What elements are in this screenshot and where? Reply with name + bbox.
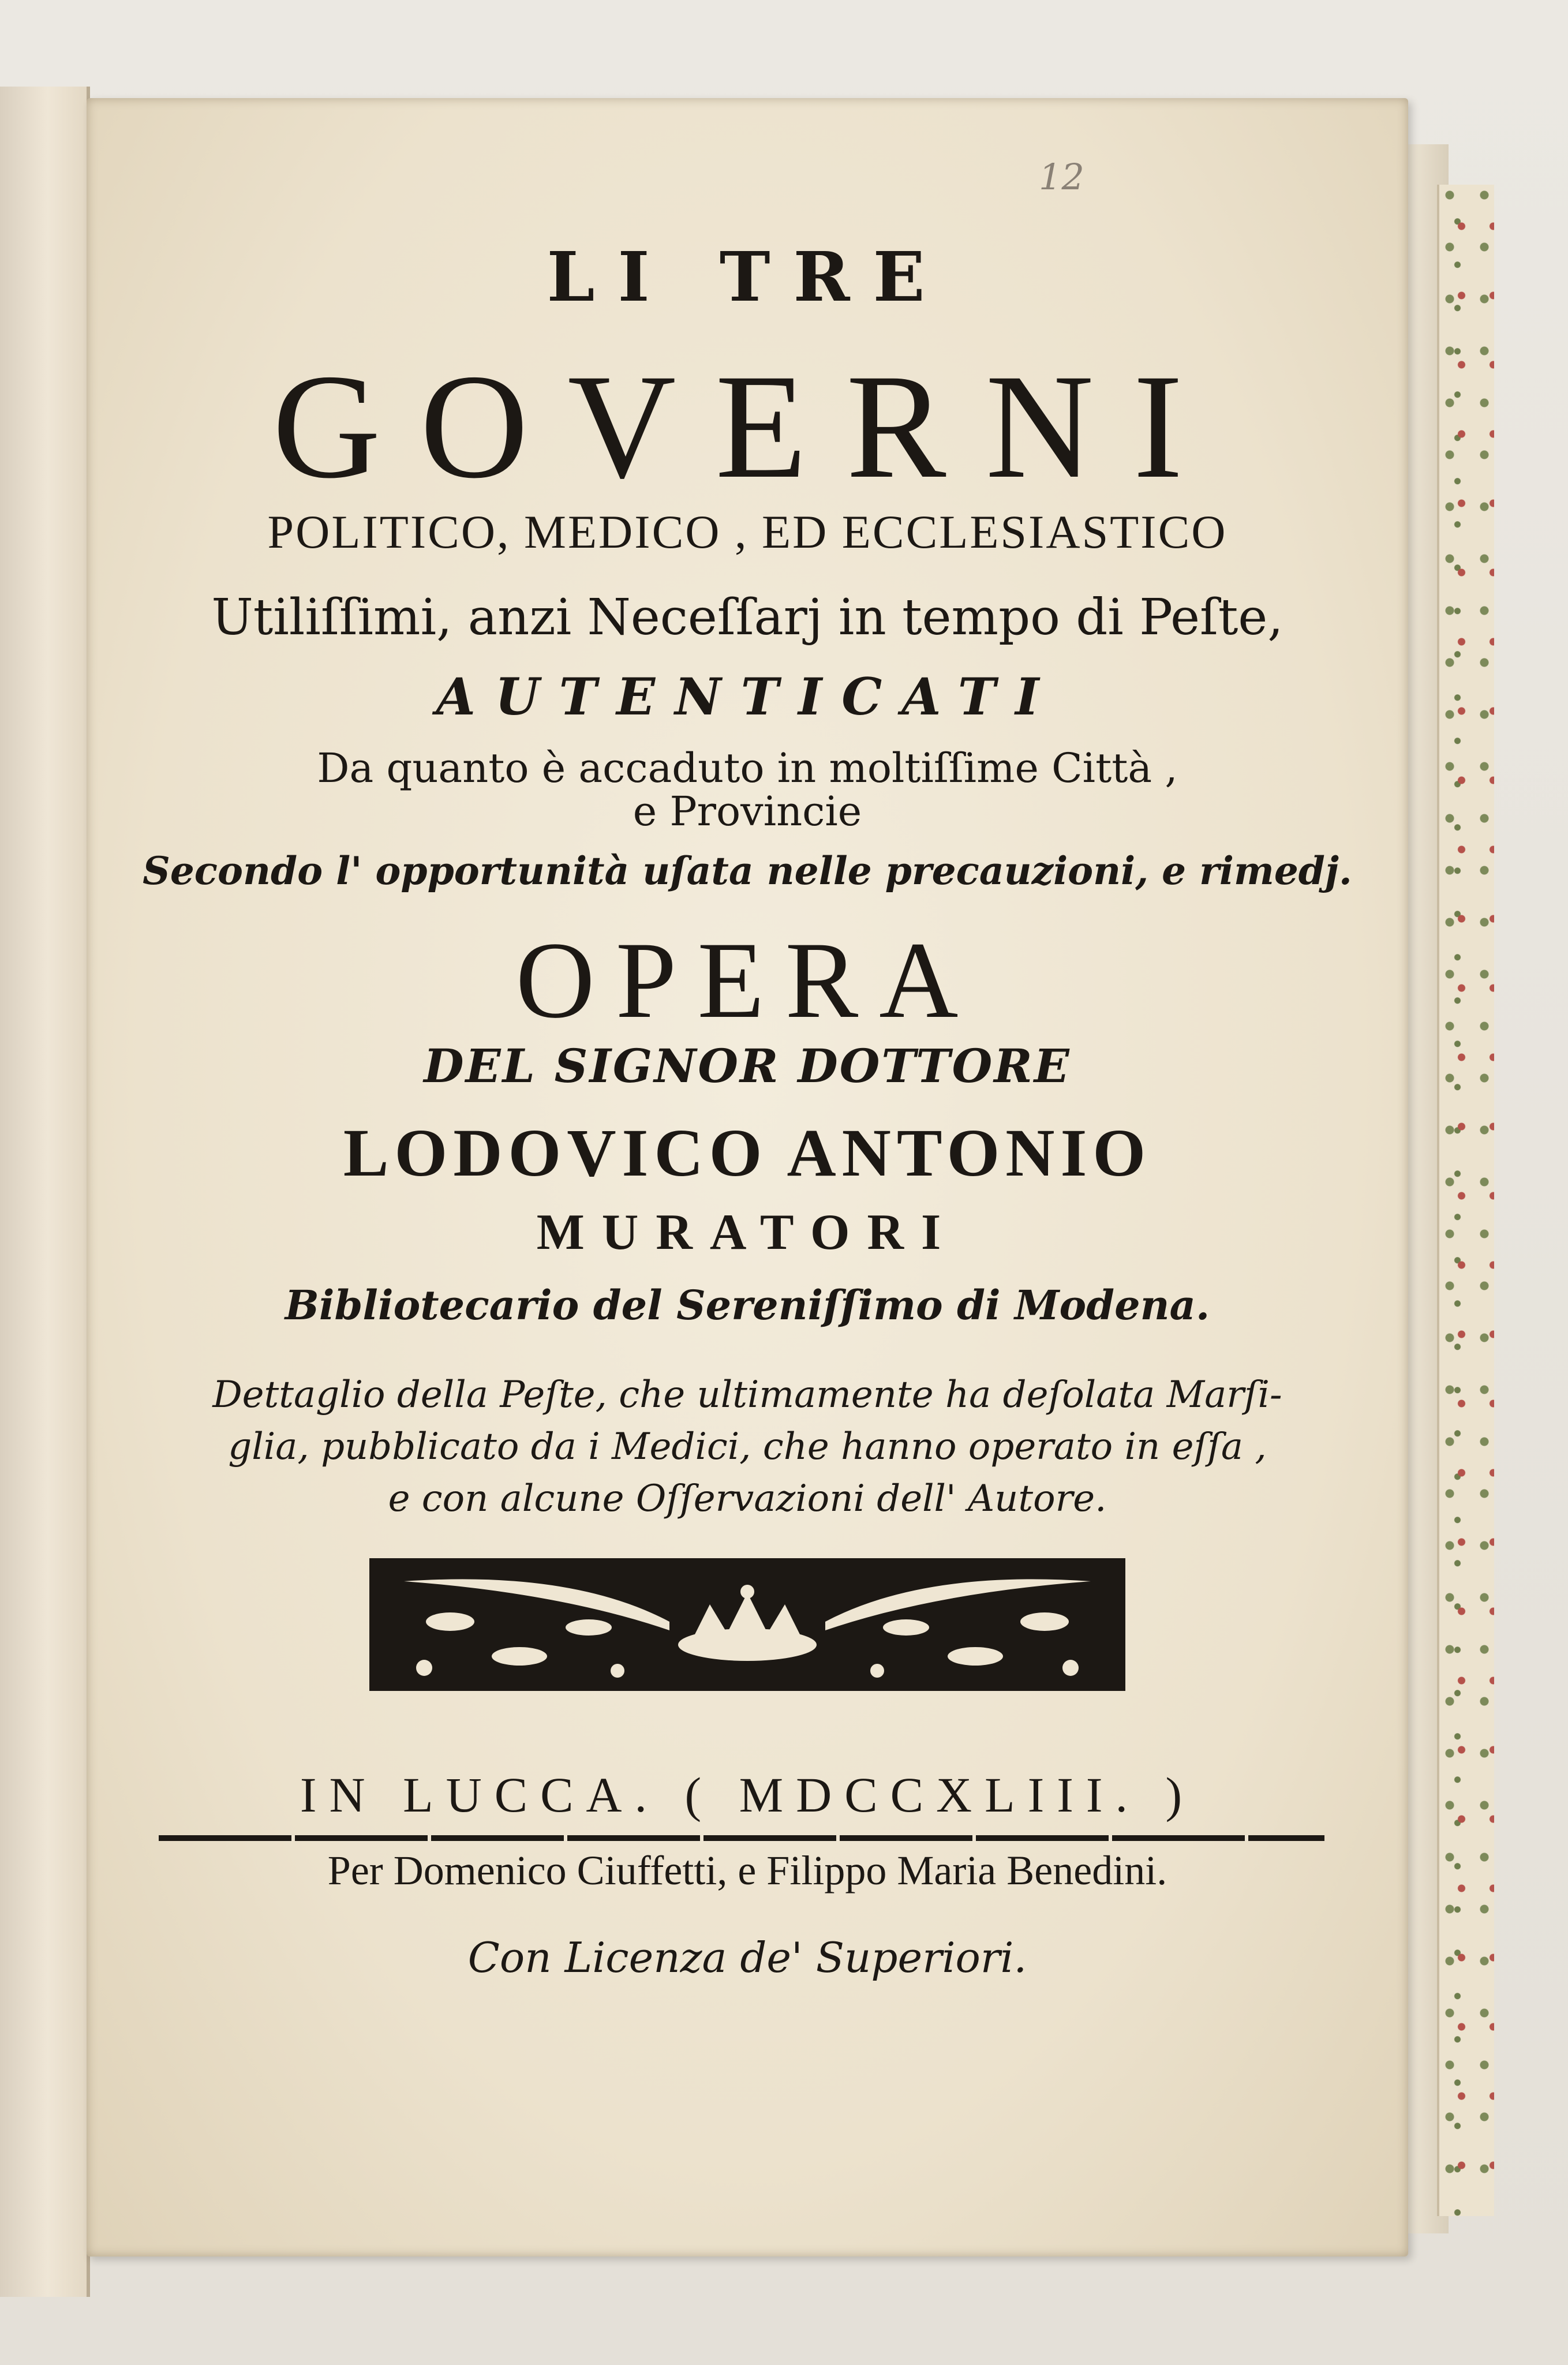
title-main: GOVERNI [272,343,1222,510]
title-source-1: Da quanto è accaduto in moltiſſime Città , [317,744,1178,792]
title-subjects: POLITICO, MEDICO , ED ECCLESIASTICO [267,506,1228,558]
title-authenticated: AUTENTICATI [436,667,1059,727]
marbled-endpaper [1437,185,1494,2216]
appendix-line-1: Dettaglio della Peſte, che ultimamente ha deſolata Marſi- [212,1374,1282,1416]
pencil-annotation: 12 [1039,156,1084,198]
title-method: Secondo l' opportunità uſata nelle precauzioni, e rimedj. [143,848,1352,893]
title-source-2: e Provincie [633,788,862,835]
author-surname: MURATORI [536,1204,959,1260]
author-first-names: LODOVICO ANTONIO [343,1115,1152,1191]
appendix-line-3: e con alcune Oſſervazioni dell' Autore. [388,1477,1107,1520]
imprint-printers: Per Domenico Ciuffetti, e Filippo Maria Benedini. [327,1847,1167,1894]
book-cover-left [0,87,90,2297]
title-line-1: LI TRE [547,237,948,317]
printers-ornament-icon [369,1558,1125,1691]
imprint-place-date: IN LUCCA. ( MDCCXLIII. ) [300,1767,1195,1823]
opera-heading: OPERA [515,920,979,1041]
title-page [87,98,1408,2257]
author-prefix: DEL SIGNOR DOTTORE [424,1039,1071,1093]
appendix-line-2: glia, pubblicato da i Medici, che hanno operato in eſſa , [228,1425,1267,1468]
imprint-license: Con Licenza de' Superiori. [467,1933,1027,1982]
author-role: Bibliotecario del Sereniſſimo di Modena. [285,1281,1210,1329]
imprint-rule [159,1835,1324,1841]
title-utility: Utiliſſimi, anzi Neceſſarj in tempo di Peſte, [211,589,1283,646]
